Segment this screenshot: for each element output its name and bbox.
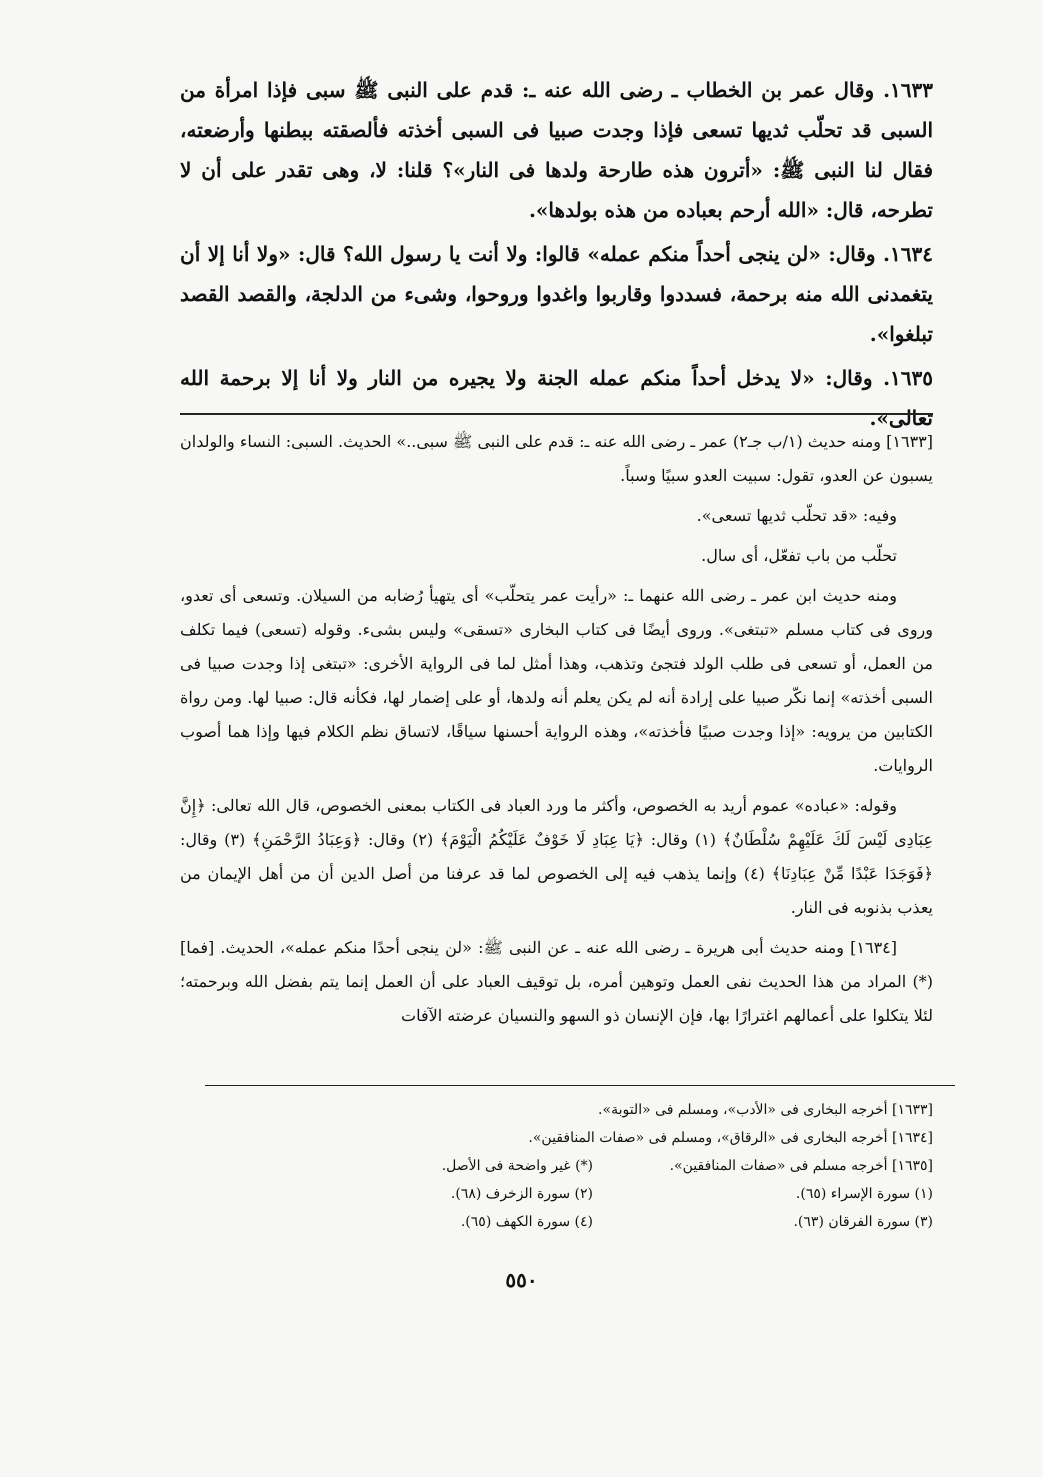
commentary-paragraph: وقوله: «عباده» عموم أريد به الخصوص، وأكثر ما ورد العباد فى الكتاب بمعنى الخصوص، قال الله تعالى: ﴿إِنَّ عِبَادِى لَيْسَ لَكَ عَلَيْهِمْ سُلْطَانٌ﴾ (١) وقال: ﴿يَا عِبَادِ لَا خَوْفٌ عَلَيْكُمُ الْيَوْمَ﴾ (٢) وقال: ﴿وَعِبَادُ الرَّحْمَنِ﴾ (٣) وقال: ﴿فَوَجَدَا عَبْدًا مِّنْ عِبَادِنَا﴾ (٤) وإنما يذهب فيه إلى الخصوص لما قد عرفنا من أصل الدين أن من أهل الإيمان من يعذب بذنوبه فى النار. [180, 796, 934, 917]
hadith-text: وقال عمر بن الخطاب ـ رضى الله عنه ـ: قدم على النبى ﷺ سبى فإذا امرأة من السبى قد تحلّب ثديها تسعى فإذا وجدت صبيا فى السبى أخذته فألصقته ببطنها وأرضعته، فقال لنا النبى ﷺ: «أترون هذه طارحة ولدها فى النار»؟ قلنا: لا، وهى تقدر على أن لا تطرحه، قال: «الله أرحم بعباده من هذه بولدها». [180, 78, 933, 222]
commentary-paragraph: وفيه: «قد تحلّب ثديها تسعى». [696, 506, 897, 525]
hadith-number: ١٦٣٤. [883, 242, 933, 266]
hadith-number: ١٦٣٣. [883, 78, 933, 102]
hadith-1634 [180, 234, 933, 354]
footnote-4: (٤) سورة الكهف (٦٥). [460, 1214, 593, 1230]
footnote-row [180, 1180, 933, 1208]
commentary-paragraph: ومنه حديث ابن عمر ـ رضى الله عنهما ـ: «رأيت عمر يتحلّب» أى يتهيأ رُضابه من السيلان. وتسعى أى تعدو، وروى فى كتاب مسلم «تبتغى». وروى أيضًا فى كتاب البخارى «تسقى» وليس بشىء. وقوله (تسعى) فيما تكلف من العمل، أو تسعى فى طلب الولد فتجئ وتذهب، وهذا أمثل لما فى الرواية الأخرى: «تبتغى إذا وجدت صبيا فى السبى أخذته» إنما نكّر صبيا على إرادة أنه لم يكن يعلم أنه ولدها، أو على إضمار لها، فكأنه قال: صبيا لها. ومن رواة الكتابين من يرويه: «إذا وجدت صبيًا فأخذته»، وهذه الرواية أحسنها سياقًا، لاتساق نظم الكلام فيها وإذا هما أصوب الروايات. [180, 586, 933, 775]
footnote-1635: [١٦٣٥] أخرجه مسلم فى «صفات المنافقين». [669, 1158, 933, 1174]
commentary-paragraph: [١٦٣٣] ومنه حديث (١/ب جـ٢) عمر ـ رضى الله عنه ـ: قدم على النبى ﷺ سبى..» الحديث. السبى: النساء والولدان يسبون عن العدو، تقول: سبيت العدو سبيًا وسباً. [180, 432, 933, 485]
footnote-divider [205, 1085, 955, 1086]
commentary-paragraph: تحلّب من باب تفعّل، أى سال. [701, 546, 897, 565]
commentary-section [180, 425, 933, 1039]
hadith-section [180, 70, 933, 442]
commentary-paragraph: [١٦٣٤] ومنه حديث أبى هريرة ـ رضى الله عنه ـ عن النبى ﷺ: «لن ينجى أحدًا منكم عمله»، الحديث. [فما] (*) المراد من هذا الحديث نفى العمل وتوهين أمره، بل توقيف العباد على أن العمل إنما يتم بفضل الله وبرحمته؛ لئلا يتكلوا على أعمالهم اغترارًا بها، فإن الإنسان ذو السهو والنسيان عرضته الآفات [180, 938, 933, 1025]
hadith-text: وقال: «لن ينجى أحداً منكم عمله» قالوا: ولا أنت يا رسول الله؟ قال: «ولا أنا إلا أن يتغمدنى الله منه برحمة، فسددوا وقاربوا واغدوا وروحوا، وشىء من الدلجة، والقصد القصد تبلغوا». [180, 242, 933, 346]
footnotes [180, 1096, 933, 1236]
hadith-text: وقال: «لا يدخل أحداً منكم عمله الجنة ولا يجيره من النار ولا أنا إلا برحمة الله تعالى». [180, 366, 933, 430]
footnote-1634: [١٦٣٤] أخرجه البخارى فى «الرقاق»، ومسلم فى «صفات المنافقين». [528, 1130, 933, 1146]
hadith-number: ١٦٣٥. [883, 366, 933, 390]
page-number: ٥٥٠ [505, 1268, 538, 1292]
footnote-star: (*) غير واضحة فى الأصل. [441, 1158, 593, 1174]
footnote-1: (١) سورة الإسراء (٦٥). [795, 1186, 933, 1202]
footnote-3: (٣) سورة الفرقان (٦٣). [793, 1214, 933, 1230]
footnote-2: (٢) سورة الزخرف (٦٨). [450, 1186, 593, 1202]
footnote-row [180, 1208, 933, 1236]
section-divider [180, 413, 933, 415]
footnote-row [180, 1152, 933, 1180]
footnote-1633: [١٦٣٣] أخرجه البخارى فى «الأدب»، ومسلم فى «التوبة». [598, 1102, 933, 1118]
hadith-1633 [180, 70, 933, 230]
